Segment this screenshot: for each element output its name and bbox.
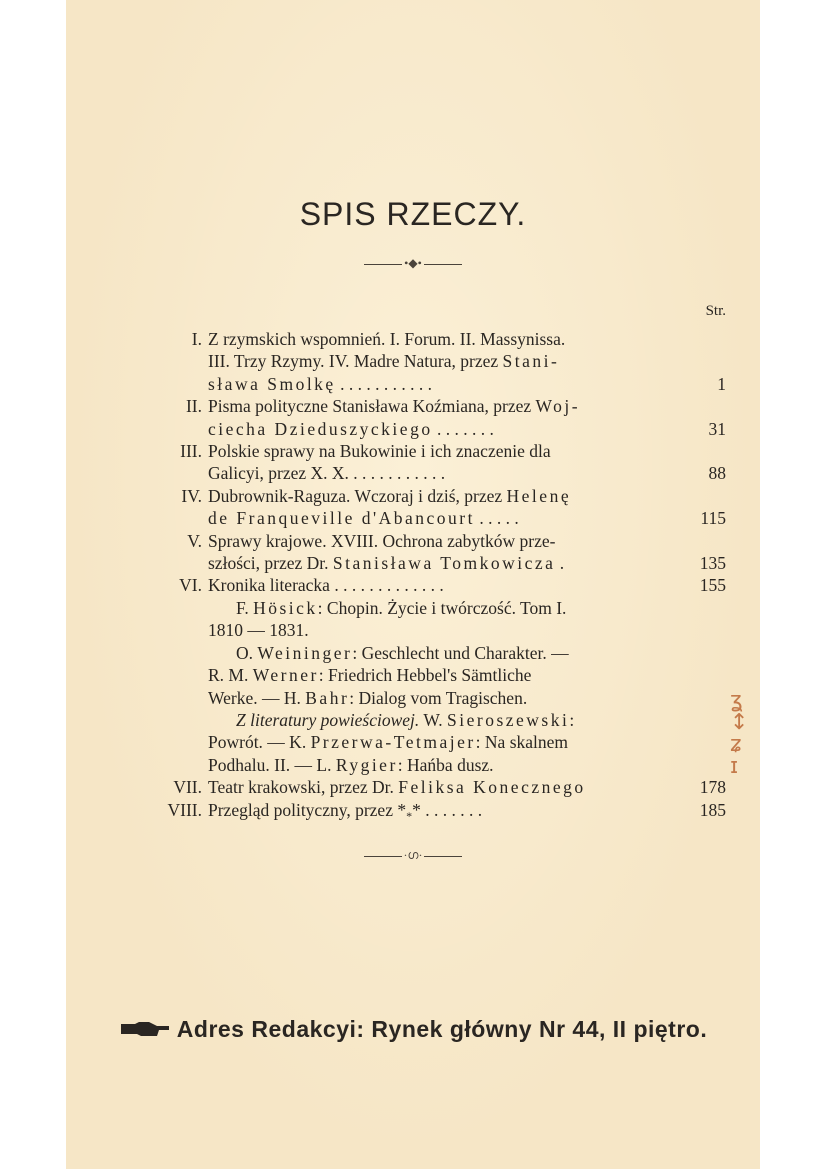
entry-text-part: Werner [252, 665, 319, 686]
title-ornament: •◆• [66, 256, 760, 271]
toc-entry [166, 530, 726, 575]
entry-text-part: . . . . . [474, 508, 519, 529]
editorial-address [66, 1016, 760, 1043]
kronika-line [208, 597, 726, 619]
entry-number [166, 507, 208, 529]
entry-text-part: : Chopin. Życie i twórczość. Tom I. [317, 597, 567, 618]
entry-title [208, 350, 678, 372]
entry-text-part: : Hańba dusz. [397, 754, 494, 775]
entry-text-part: . [555, 553, 565, 574]
entry-text-part: : Na skalnem [475, 732, 569, 753]
entry-title [208, 776, 678, 798]
entry-text-part: Z literatury powieściowej. [236, 709, 420, 730]
toc-entry [166, 440, 726, 485]
entry-text-part: Sprawy krajowe. XVIII. Ochrona zabytków prze- [208, 530, 556, 551]
entry-text-part: * [406, 808, 413, 823]
kronika-line [208, 642, 726, 664]
kronika-line [208, 619, 726, 641]
page-number: 185 [699, 799, 726, 820]
toc-line [166, 574, 726, 596]
page-number [678, 530, 726, 552]
entry-text-part: Powrót. — K. [208, 732, 311, 753]
entry-number [166, 373, 208, 395]
entry-number: VII. [173, 777, 202, 798]
address-text: Adres Redakcyi: Rynek główny Nr 44, II piętro. [176, 1016, 708, 1042]
entry-number [166, 552, 208, 574]
footer-ornament: ·ഗ· [66, 848, 760, 863]
entry-title [208, 462, 678, 484]
entry-title [208, 530, 678, 552]
entry-text-part: sława Smolkę [208, 373, 336, 394]
toc-line [166, 799, 726, 827]
toc-entry [166, 799, 726, 827]
entry-text-part: : [569, 709, 575, 730]
entry-text-part: Pisma polityczne Stanisława Koźmiana, przez [208, 396, 536, 417]
entry-text-part: 1810 — 1831. [208, 620, 309, 641]
entry-text-part: Helenę [506, 485, 572, 506]
kronika-line [208, 687, 726, 709]
entry-text-part: de Franqueville d'Abancourt [208, 508, 475, 529]
entry-title [208, 395, 678, 417]
entry-text-part: W. [419, 709, 447, 730]
toc-entry [166, 485, 726, 530]
entry-text-part: Werke. — H. [208, 687, 306, 708]
entry-number: III. [180, 441, 202, 462]
page-number: 31 [708, 418, 726, 439]
entry-number: V. [187, 530, 202, 551]
entry-text-part: O. [236, 642, 258, 663]
toc-line [166, 530, 726, 552]
toc-line [166, 776, 726, 798]
entry-title [208, 328, 678, 350]
page-number [678, 485, 726, 507]
entry-text-part: Feliksa Konecznego [398, 777, 586, 798]
entry-text-part: Przegląd polityczny, przez * [208, 799, 407, 820]
page-number [678, 395, 726, 417]
toc-line [166, 462, 726, 484]
entry-text-part: * . . . . . . . [412, 799, 483, 820]
entry-text-part: szłości, przez Dr. [208, 553, 333, 574]
entry-text-part: Kronika literacka . . . . . . . . . . . . . [208, 575, 444, 596]
toc-line [166, 418, 726, 440]
page-number [678, 350, 726, 372]
entry-title [208, 418, 678, 440]
toc-line [166, 373, 726, 395]
entry-text-part: Stani- [502, 351, 560, 372]
entry-title [208, 507, 678, 529]
entry-number [166, 350, 208, 372]
entry-text-part: Rygier [335, 754, 398, 775]
table-of-contents [166, 300, 726, 827]
entry-text-part: Polskie sprawy na Bukowinie i ich znaczenie dla [208, 441, 551, 462]
entry-text-part: Bahr [305, 687, 350, 708]
toc-line [166, 485, 726, 507]
entry-title [208, 574, 678, 596]
toc-line [166, 328, 726, 350]
toc-entry [166, 328, 726, 395]
page-column-header: Str. [705, 303, 726, 319]
entry-text-part: F. [236, 597, 254, 618]
entry-text-part: Sieroszewski [447, 709, 570, 730]
entry-text-part: Galicyi, przez X. X. . . . . . . . . . . . [208, 463, 446, 484]
entry-text-part: Woj- [535, 396, 581, 417]
entry-text-part: Z rzymskich wspomnień. I. Forum. II. Massynissa. [208, 329, 566, 349]
page-number: 135 [699, 553, 726, 574]
entry-title [208, 552, 678, 574]
page-number [678, 328, 726, 350]
toc-line [166, 395, 726, 417]
toc-entry [166, 776, 726, 798]
entry-text-part: Przerwa-Tetmajer [310, 732, 476, 753]
entry-text-part: Hösick [253, 597, 318, 618]
entry-title [208, 373, 678, 395]
entry-number: VI. [179, 575, 202, 596]
page-number: 88 [708, 463, 726, 484]
entry-number: II. [185, 396, 202, 417]
toc-line [166, 440, 726, 462]
toc-line [166, 350, 726, 372]
entry-text-part: ciecha Dzieduszyckiego [208, 418, 433, 439]
toc-line [166, 507, 726, 529]
entry-text-part: : Friedrich Hebbel's Sämtliche [318, 665, 532, 686]
kronika-line [208, 754, 726, 776]
page-number: 178 [699, 777, 726, 798]
entry-number: IV. [181, 485, 202, 506]
page-number: 1 [717, 373, 726, 394]
entry-text-part: Weininger [257, 642, 353, 663]
kronika-line [208, 709, 726, 731]
entry-number [166, 418, 208, 440]
toc-entry [166, 574, 726, 596]
pencil-marking: ʓ ↕ ʑ ɪ [730, 688, 749, 779]
entry-text-part: R. M. [208, 665, 253, 686]
pointing-hand-icon [119, 1020, 171, 1038]
entry-text-part: . . . . . . . . . . . [335, 373, 432, 394]
entry-text-part: Teatr krakowski, przez Dr. [208, 777, 399, 798]
page-title: SPIS RZECZY. [299, 196, 527, 232]
entry-number: VIII. [167, 799, 202, 820]
toc-entry [166, 395, 726, 440]
entry-text-part: : Dialog vom Tragischen. [349, 687, 528, 708]
entry-text-part: III. Trzy Rzymy. IV. Madre Natura, przez [208, 351, 503, 372]
kronika-line [208, 731, 726, 753]
page-number: 115 [700, 508, 726, 529]
document-page [66, 0, 760, 1169]
entry-text-part: Stanisława Tomkowicza [332, 553, 556, 574]
toc-line [166, 552, 726, 574]
entry-text-part: Dubrownik-Raguza. Wczoraj i dziś, przez [208, 485, 507, 506]
entry-number: I. [191, 329, 202, 349]
entry-text-part: : Geschlecht und Charakter. — [352, 642, 569, 663]
page-number: 155 [699, 575, 726, 596]
entry-number [166, 462, 208, 484]
entry-title [208, 799, 678, 827]
kronika-line [208, 664, 726, 686]
kronika-contents [166, 597, 726, 776]
entry-text-part: Podhalu. II. — L. [208, 754, 336, 775]
page-number [678, 440, 726, 462]
entry-title [208, 485, 678, 507]
entry-text-part: . . . . . . . [432, 418, 494, 439]
entry-title [208, 440, 678, 462]
